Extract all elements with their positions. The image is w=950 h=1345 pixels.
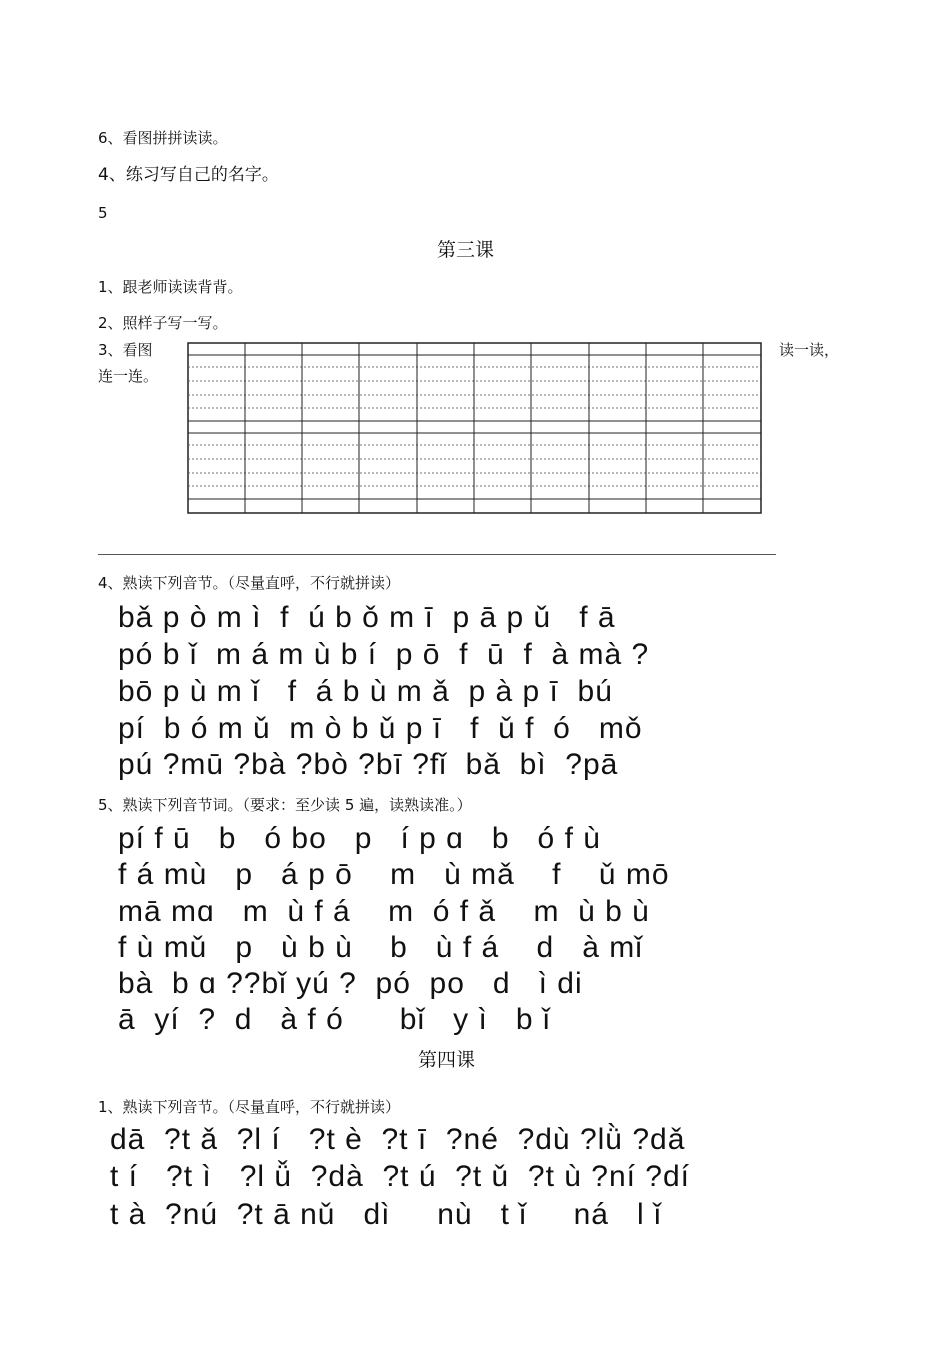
lesson4-title: 第四课 (418, 1049, 476, 1071)
instruction-6: 6、看图拼拼读读。 (98, 129, 228, 147)
writing-grid (187, 342, 763, 515)
syllable-row: pú ?mū ?bà ?bò ?bī ?fǐ bǎ bì ?pā (118, 748, 619, 781)
word-row: f á mù p á p ō m ù mǎ f ǔ mō (118, 858, 670, 891)
word-row: mā mɑ m ù f á m ó f ǎ m ù b ù (118, 895, 650, 928)
lesson3-title: 第三课 (437, 239, 495, 261)
syllable-row: bǎ p ò m ì f ú b ǒ m ī p ā p ǔ f ā (118, 601, 616, 634)
word-row: f ù mǔ p ù b ù b ù f á d à mǐ (118, 931, 643, 964)
instruction-5: 5 (98, 204, 108, 222)
lesson3-item2: 2、照样子写一写。 (98, 314, 228, 332)
instruction-4: 4、练习写自己的名字。 (98, 165, 279, 185)
syllable-row: pí b ó m ǔ m ò b ǔ p ī f ǔ f ó mǒ (118, 712, 643, 745)
syllable-row: pó b ǐ m á m ù b í p ō f ū f à mà ? (118, 638, 650, 671)
word-row: ā yí ? d à f ó bǐ y ì b ǐ (118, 1003, 551, 1036)
lesson3-item1: 1、跟老师读读背背。 (98, 278, 243, 296)
syllable-row: t à ?nú ?t ā nǔ dì nù t ǐ ná l ǐ (110, 1198, 662, 1231)
separator-line (98, 554, 776, 555)
lesson3-item3-right: 读一读， (779, 341, 840, 359)
lesson3-item3-cont: 连一连。 (98, 367, 159, 385)
lesson3-item3: 3、看图 (98, 341, 153, 359)
word-row: pí f ū b ó bo p í p ɑ b ó f ù (118, 822, 601, 855)
syllable-row: bō p ù m ǐ f á b ù m ǎ p à p ī bú (118, 675, 613, 708)
syllable-row: dā ?t ǎ ?l í ?t è ?t ī ?né ?dù ?lǜ ?dǎ (110, 1123, 686, 1156)
syllable-row: t í ?t ì ?l ǚ ?dà ?t ú ?t ǔ ?t ù ?ní ?dí (110, 1160, 691, 1193)
word-row: bà b ɑ ??bǐ yú ? pó po d ì di (118, 967, 583, 1000)
lesson3-item5: 5、熟读下列音节词。（要求：至少读 5 遍，读熟读准。） (98, 796, 472, 814)
lesson3-item4: 4、熟读下列音节。（尽量直呼，不行就拼读） (98, 574, 401, 592)
lesson4-item1: 1、熟读下列音节。（尽量直呼，不行就拼读） (98, 1098, 401, 1116)
